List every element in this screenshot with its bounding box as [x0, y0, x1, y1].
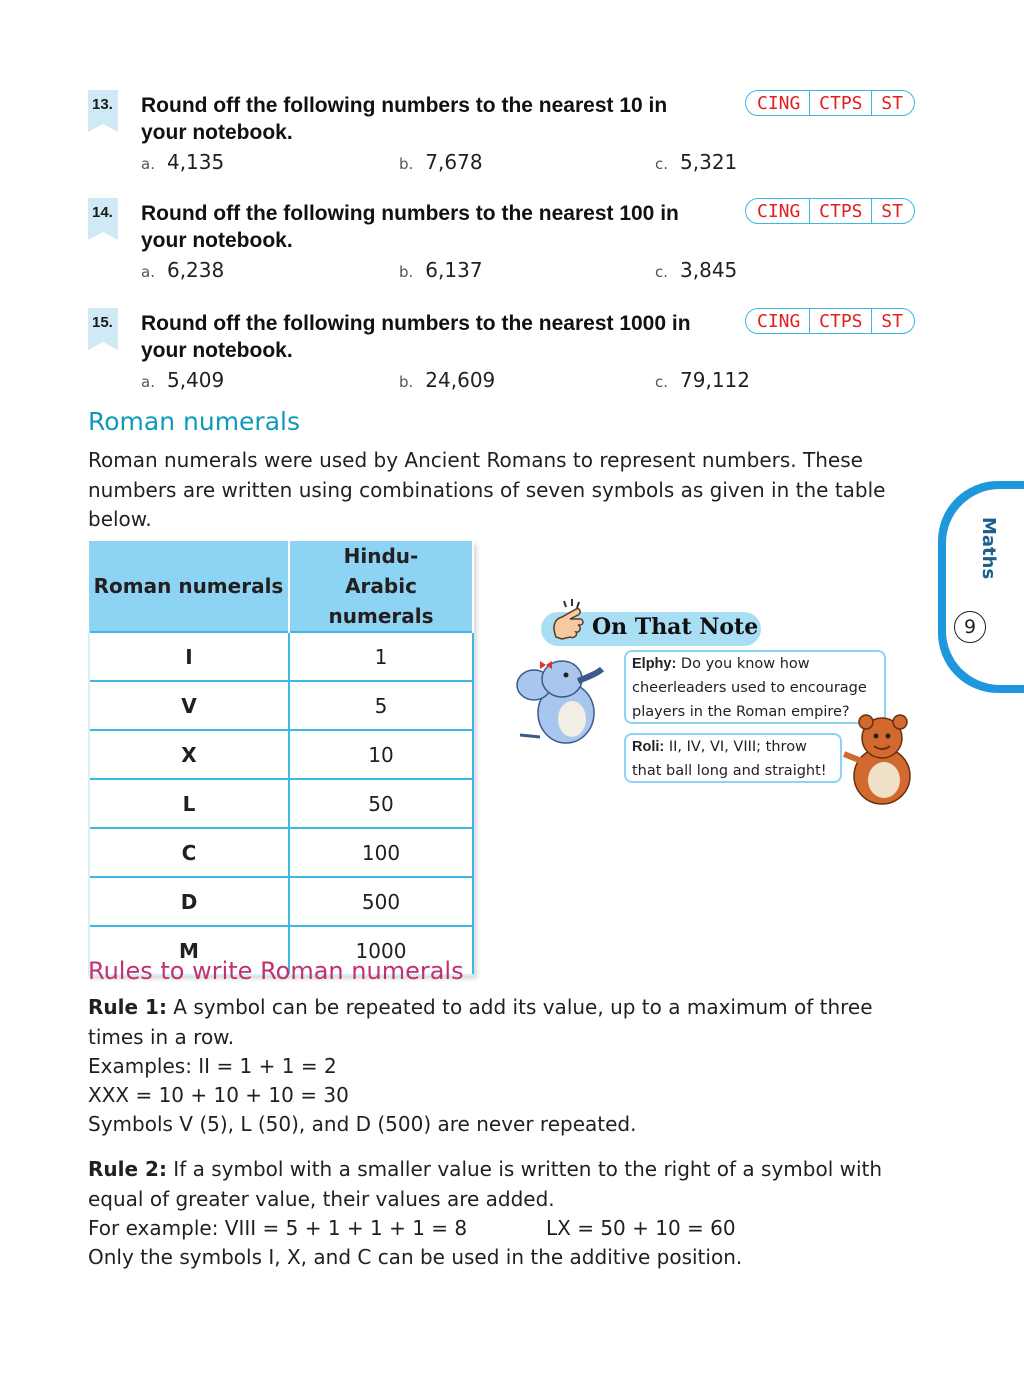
rule-2-example-b: LX = 50 + 10 = 60 — [546, 1216, 736, 1240]
option-c: c. 5,321 — [655, 150, 738, 174]
skill-tags — [745, 308, 915, 334]
tag-ctps: CTPS — [819, 310, 863, 332]
table-row: M 1000 — [89, 926, 473, 975]
roman-numerals-table — [88, 541, 474, 976]
rule-2 — [88, 1155, 918, 1214]
rule-2-example-a: For example: VIII = 5 + 1 + 1 + 1 = 8 — [88, 1216, 468, 1240]
tag-ctps: CTPS — [819, 92, 863, 114]
tag-cing: CING — [757, 310, 801, 332]
table-row: D 500 — [89, 877, 473, 926]
skill-tags — [745, 198, 915, 224]
tag-ctps: CTPS — [819, 200, 863, 222]
elephant-illustration — [510, 655, 610, 747]
tag-st: ST — [881, 200, 903, 222]
rules-heading: Rules to write Roman numerals — [88, 957, 464, 985]
question-text: Round off the following numbers to the nearest 100 in your notebook. — [141, 202, 679, 252]
option-a: a. 5,409 — [141, 368, 225, 392]
question-number: 15. — [88, 308, 118, 342]
speaker-name: Elphy: — [632, 656, 677, 672]
option-b: b. 6,137 — [399, 258, 483, 282]
question-text: Round off the following numbers to the nearest 10 in your notebook. — [141, 94, 668, 144]
rule-label: Rule 2: — [88, 1157, 167, 1181]
rule-text: A symbol can be repeated to add its value, up to a maximum of three times in a row. — [88, 995, 873, 1049]
page-number: 9 — [954, 611, 986, 643]
table-row: V 5 — [89, 681, 473, 730]
option-b: b. 24,609 — [399, 368, 496, 392]
table-header-hindu-arabic: Hindu-Arabic numerals — [289, 541, 473, 632]
speaker-name: Roli: — [632, 739, 665, 755]
speech-text: Do you know how cheerleaders used to encourage players in the Roman empire? — [632, 656, 867, 720]
note-title: On That Note — [592, 614, 759, 640]
table-row: I 1 — [89, 632, 473, 681]
tag-cing: CING — [757, 92, 801, 114]
option-a: a. 4,135 — [141, 150, 225, 174]
question-text: Round off the following numbers to the nearest 1000 in your notebook. — [141, 312, 691, 362]
table-header-roman: Roman numerals — [89, 541, 289, 632]
tag-cing: CING — [757, 200, 801, 222]
table-row: X 10 — [89, 730, 473, 779]
rule-1-example-2: XXX = 10 + 10 + 10 = 30 — [88, 1083, 349, 1107]
option-c: c. 3,845 — [655, 258, 738, 282]
elphy-speech-bubble — [624, 650, 886, 724]
bear-illustration — [842, 714, 918, 806]
question-number: 13. — [88, 90, 118, 124]
option-a: a. 6,238 — [141, 258, 225, 282]
tag-st: ST — [881, 310, 903, 332]
option-c: c. 79,112 — [655, 368, 750, 392]
subject-label: Maths — [978, 517, 999, 580]
roli-speech-bubble — [624, 733, 842, 783]
pointing-hand-icon — [548, 597, 590, 645]
tag-st: ST — [881, 92, 903, 114]
rule-1-example-1: Examples: II = 1 + 1 = 2 — [88, 1054, 337, 1078]
section-heading: Roman numerals — [88, 407, 300, 436]
side-tab — [938, 481, 1024, 693]
speech-text: II, IV, VI, VIII; throw that ball long and straight! — [632, 739, 827, 779]
rule-label: Rule 1: — [88, 995, 167, 1019]
rule-text: If a symbol with a smaller value is written to the right of a symbol with equal of greater value, their values are added. — [88, 1157, 883, 1211]
question-number: 14. — [88, 198, 118, 232]
intro-paragraph: Roman numerals were used by Ancient Romans to represent numbers. These numbers are written using combinations of seven symbols as given in the table below. — [88, 448, 886, 531]
table-row: C 100 — [89, 828, 473, 877]
option-b: b. 7,678 — [399, 150, 483, 174]
rule-1 — [88, 993, 918, 1052]
table-row: L 50 — [89, 779, 473, 828]
skill-tags — [745, 90, 915, 116]
rule-2-note: Only the symbols I, X, and C can be used in the additive position. — [88, 1245, 743, 1269]
rule-1-note: Symbols V (5), L (50), and D (500) are never repeated. — [88, 1112, 637, 1136]
